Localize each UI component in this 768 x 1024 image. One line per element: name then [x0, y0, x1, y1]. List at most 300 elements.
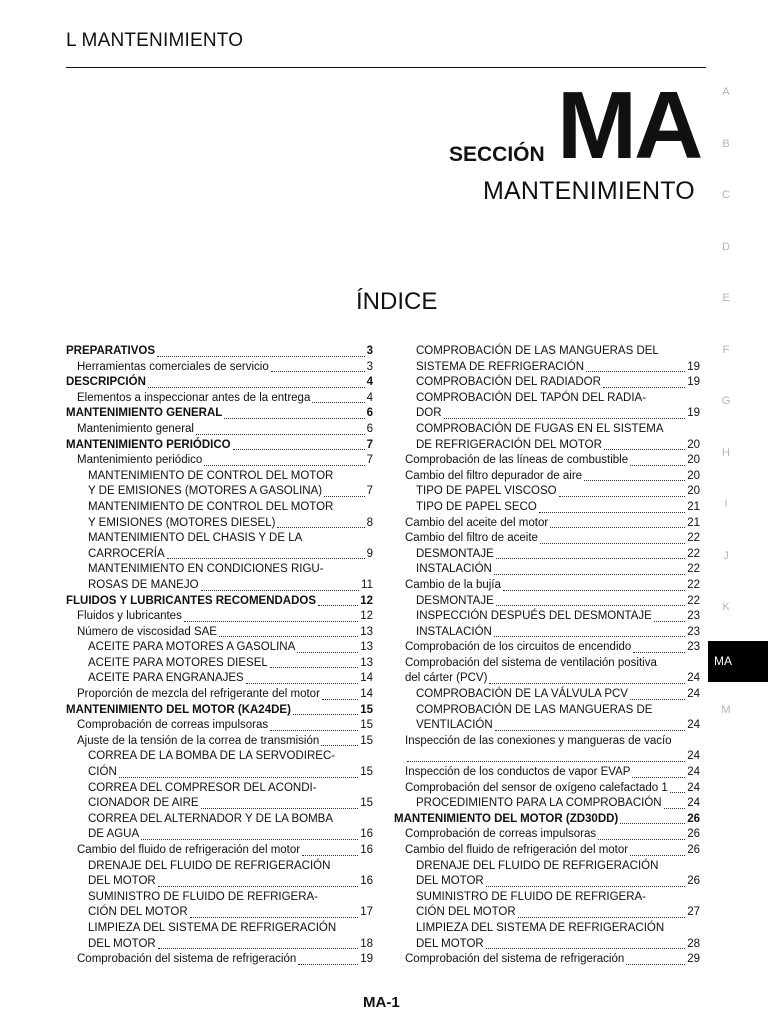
toc-entry-text: PROCEDIMIENTO PARA LA COMPROBACIÓN [416, 797, 662, 810]
toc-leader-dots [626, 953, 685, 965]
toc-entry-page: 15 [360, 797, 373, 810]
toc-entry-text: TIPO DE PAPEL VISCOSO [416, 485, 557, 498]
toc-entry-page: 20 [687, 469, 700, 482]
toc-leader-dots [322, 688, 358, 700]
toc-entry[interactable] [394, 765, 700, 781]
toc-entry-page: 19 [687, 376, 700, 389]
toc-entry-page: 15 [360, 719, 373, 732]
toc-entry-text: COMPROBACIÓN DE LA VÁLVULA PCV [416, 688, 628, 701]
toc-leader-dots [190, 906, 359, 918]
toc-entry-page: 20 [687, 454, 700, 467]
toc-entry[interactable] [66, 547, 373, 563]
toc-entry[interactable] [394, 500, 700, 516]
toc-entry-text: ACEITE PARA ENGRANAJES [88, 672, 244, 685]
toc-entry[interactable] [66, 921, 373, 937]
toc-entry-text: COMPROBACIÓN DEL TAPÓN DEL RADIA- [416, 391, 647, 404]
toc-entry-page: 16 [360, 875, 373, 888]
toc-entry-text: DEL MOTOR [416, 875, 484, 888]
toc-leader-dots [297, 641, 358, 653]
toc-leader-dots [324, 485, 364, 497]
toc-entry[interactable] [394, 890, 700, 906]
toc-entry-page: 28 [687, 937, 700, 950]
toc-entry-text: Cambio del aceite del motor [405, 516, 549, 529]
toc-entry-text: Proporción de mezcla del refrigerante del motor [77, 688, 320, 701]
side-tab-k[interactable]: K [722, 601, 730, 613]
toc-entry-text: ACEITE PARA MOTORES A GASOLINA [88, 641, 296, 654]
toc-leader-dots [630, 454, 685, 466]
toc-entry-text: CORREA DE LA BOMBA DE LA SERVODIREC- [88, 750, 336, 763]
toc-entry-page: 23 [687, 625, 700, 638]
toc-entry-page: 27 [687, 906, 700, 919]
toc-entry-page: 22 [687, 532, 700, 545]
toc-entry-text: Cambio de la bujía [405, 578, 501, 591]
toc-entry-text: SUMINISTRO DE FLUIDO DE REFRIGERA- [88, 890, 319, 903]
toc-entry-text: Comprobación de correas impulsoras [405, 828, 597, 841]
toc-entry-page: 16 [360, 844, 373, 856]
side-tab-a[interactable]: A [722, 86, 730, 98]
toc-leader-dots [224, 407, 364, 419]
toc-entry-page: 8 [366, 516, 373, 529]
toc-entry-text: DESMONTAJE [416, 594, 494, 607]
toc-leader-dots [486, 937, 685, 949]
toc-leader-dots [518, 906, 686, 918]
toc-entry-page: 15 [360, 703, 373, 716]
side-tab-c[interactable]: C [722, 189, 730, 201]
toc-entry-page: 9 [366, 547, 373, 560]
toc-entry-text: Inspección de las conexiones y mangueras de vacío [405, 734, 672, 747]
toc-entry-text: INSTALACIÓN [416, 563, 492, 576]
toc-leader-dots [598, 828, 685, 840]
side-tab-ma[interactable]: MA [708, 641, 768, 682]
toc-entry-text: DOR [416, 407, 442, 420]
toc-entry-text: Número de viscosidad SAE [77, 625, 217, 638]
toc-leader-dots [633, 641, 685, 653]
toc-entry-text: Comprobación de las líneas de combustible [405, 454, 629, 467]
toc-entry-text: MANTENIMIENTO DE CONTROL DEL MOTOR [88, 469, 334, 482]
toc-entry-page: 19 [687, 360, 700, 373]
toc-entry[interactable] [66, 874, 373, 890]
toc-leader-dots [503, 579, 685, 591]
toc-entry[interactable] [394, 609, 700, 625]
toc-entry[interactable] [66, 516, 373, 532]
toc-entry-page: 6 [366, 422, 373, 435]
side-tab-d[interactable]: D [722, 240, 730, 253]
section-title: MANTENIMIENTO [483, 177, 695, 205]
toc-column-left [66, 344, 373, 968]
side-tab-index [708, 0, 768, 1024]
toc-entry-page: 12 [360, 594, 373, 607]
toc-leader-dots [148, 376, 365, 388]
toc-entry-text: Y EMISIONES (MOTORES DIESEL) [88, 516, 276, 529]
toc-entry[interactable] [66, 718, 373, 734]
toc-entry-page: 22 [687, 563, 700, 576]
toc-leader-dots [550, 516, 685, 528]
toc-entry[interactable] [394, 687, 700, 703]
toc-leader-dots [494, 563, 685, 575]
toc-entry[interactable] [394, 952, 700, 968]
toc-entry[interactable] [66, 594, 373, 610]
index-heading: ÍNDICE [356, 288, 438, 315]
toc-entry-text: Cambio del filtro de aceite [405, 532, 538, 545]
toc-leader-dots [494, 625, 685, 637]
toc-entry-text: Ajuste de la tensión de la correa de transmisión [77, 734, 320, 747]
toc-entry-text: LIMPIEZA DEL SISTEMA DE REFRIGERACIÓN [88, 921, 337, 934]
toc-entry[interactable] [394, 796, 700, 812]
toc-entry-page: 3 [366, 345, 373, 357]
toc-entry-page: 6 [366, 407, 373, 420]
toc-entry-page: 14 [360, 688, 373, 701]
toc-leader-dots [298, 953, 358, 965]
toc-entry[interactable] [394, 812, 700, 828]
toc-entry[interactable] [66, 859, 373, 875]
toc-leader-dots [119, 766, 358, 778]
toc-entry-page: 23 [687, 610, 700, 623]
side-tab-h[interactable]: H [722, 446, 730, 459]
toc-entry[interactable] [66, 749, 373, 765]
toc-entry[interactable] [394, 516, 700, 532]
toc-entry-text: Comprobación del sistema de refrigeración [77, 953, 297, 966]
toc-leader-dots [604, 438, 685, 450]
toc-leader-dots [157, 345, 365, 357]
toc-leader-dots [489, 672, 685, 684]
toc-entry[interactable] [66, 406, 373, 422]
toc-leader-dots [277, 516, 364, 528]
toc-entry[interactable] [66, 843, 373, 859]
toc-entry[interactable] [394, 921, 700, 937]
toc-leader-dots [302, 844, 358, 856]
toc-entry-text: ACEITE PARA MOTORES DIESEL [88, 656, 268, 669]
toc-entry[interactable] [394, 531, 700, 547]
toc-entry-page: 21 [687, 500, 700, 513]
toc-leader-dots [486, 875, 685, 887]
toc-entry-text: CIÓN DEL MOTOR [416, 906, 516, 919]
toc-entry[interactable] [66, 578, 373, 594]
toc-entry[interactable] [66, 890, 373, 906]
toc-entry[interactable] [394, 438, 700, 454]
toc-entry[interactable] [66, 562, 373, 578]
toc-entry[interactable] [66, 687, 373, 703]
toc-entry[interactable] [394, 484, 700, 500]
toc-entry[interactable] [66, 484, 373, 500]
toc-entry[interactable] [66, 531, 373, 547]
toc-entry[interactable] [394, 562, 700, 578]
toc-entry[interactable] [394, 734, 700, 750]
toc-entry[interactable] [394, 391, 700, 407]
toc-entry[interactable] [394, 718, 700, 734]
toc-entry-text: Cambio del fluido de refrigeración del motor [405, 844, 629, 856]
toc-entry-page: 26 [687, 828, 700, 841]
section-code: MA [557, 72, 701, 179]
toc-entry-page: 19 [360, 953, 373, 966]
toc-entry-page: 18 [360, 937, 373, 950]
toc-entry-page: 16 [360, 828, 373, 841]
toc-entry[interactable] [66, 905, 373, 921]
toc-leader-dots [495, 719, 686, 731]
toc-entry-text: MANTENIMIENTO DEL CHASIS Y DE LA [88, 532, 303, 545]
toc-entry-text: Herramientas comerciales de servicio [77, 360, 269, 373]
toc-entry-page: 23 [687, 641, 700, 654]
toc-entry-page: 24 [687, 766, 700, 779]
header-rule [66, 67, 706, 68]
toc-entry[interactable] [394, 578, 700, 594]
toc-entry[interactable] [394, 656, 700, 672]
toc-entry-text: MANTENIMIENTO GENERAL [66, 407, 223, 420]
toc-entry-text: CORREA DEL COMPRESOR DEL ACONDI- [88, 781, 317, 794]
toc-entry-text: Comprobación del sistema de refrigeración [405, 953, 625, 966]
toc-entry-text: Fluidos y lubricantes [77, 610, 182, 623]
toc-entry-text: DRENAJE DEL FLUIDO DE REFRIGERACIÓN [88, 859, 331, 872]
toc-entry-page: 15 [360, 734, 373, 747]
toc-entry[interactable] [394, 703, 700, 719]
toc-entry[interactable] [394, 781, 700, 797]
toc-entry-page: 26 [687, 812, 700, 825]
toc-leader-dots [654, 610, 685, 622]
toc-entry-text: MANTENIMIENTO DEL MOTOR (ZD30DD) [394, 812, 619, 825]
toc-entry-page: 4 [366, 391, 373, 404]
toc-entry[interactable] [66, 375, 373, 391]
toc-entry[interactable] [394, 874, 700, 890]
toc-leader-dots [496, 594, 685, 606]
toc-leader-dots [233, 438, 365, 450]
side-tab-m[interactable]: M [721, 704, 731, 716]
toc-entry-page: 21 [687, 516, 700, 529]
toc-entry-text: COMPROBACIÓN DE LAS MANGUERAS DEL [416, 345, 659, 357]
toc-entry[interactable] [394, 375, 700, 391]
toc-entry-text: INSTALACIÓN [416, 625, 492, 638]
toc-entry-text: MANTENIMIENTO DE CONTROL DEL MOTOR [88, 500, 334, 513]
toc-leader-dots [632, 766, 685, 778]
toc-entry-text: TIPO DE PAPEL SECO [416, 500, 537, 513]
toc-entry-text: DEL MOTOR [88, 875, 156, 888]
toc-entry-text: VENTILACIÓN [416, 719, 493, 732]
toc-entry-text: COMPROBACIÓN DE FUGAS EN EL SISTEMA [416, 422, 664, 435]
toc-entry-text: Y DE EMISIONES (MOTORES A GASOLINA) [88, 485, 323, 498]
toc-leader-dots [664, 797, 686, 809]
toc-leader-dots [620, 812, 685, 824]
toc-entry-page: 7 [366, 438, 373, 451]
toc-entry-page: 14 [360, 672, 373, 685]
toc-entry-text: DESCRIPCIÓN [66, 376, 146, 389]
toc-entry[interactable] [394, 937, 700, 953]
toc-leader-dots [559, 485, 686, 497]
toc-entry-page: 20 [687, 485, 700, 498]
toc-entry[interactable] [66, 453, 373, 469]
toc-entry[interactable] [66, 812, 373, 828]
toc-entry-text: del cárter (PCV) [405, 672, 488, 685]
toc-entry[interactable] [66, 609, 373, 625]
toc-entry-page: 11 [361, 578, 373, 591]
toc-entry-text: Inspección de los conductos de vapor EVAP [405, 766, 631, 779]
toc-entry-page: 26 [687, 875, 700, 888]
toc-entry-page: 22 [687, 594, 700, 607]
toc-entry[interactable] [66, 937, 373, 953]
toc-leader-dots [584, 469, 685, 481]
side-tab-f[interactable]: F [722, 343, 730, 356]
toc-leader-dots [321, 734, 358, 746]
toc-entry[interactable] [66, 469, 373, 485]
toc-entry[interactable] [66, 765, 373, 781]
toc-entry-text: CORREA DEL ALTERNADOR Y DE LA BOMBA [88, 812, 333, 825]
toc-entry-page: 24 [687, 719, 700, 732]
toc-entry[interactable] [394, 640, 700, 656]
toc-entry-text: CARROCERÍA [88, 547, 165, 560]
toc-entry-page: 24 [687, 750, 700, 763]
toc-entry[interactable] [394, 406, 700, 422]
toc-entry-text: Cambio del fluido de refrigeración del motor [77, 844, 301, 856]
toc-entry-text: Comprobación del sistema de ventilación positiva [405, 656, 657, 669]
toc-entry[interactable] [66, 796, 373, 812]
toc-leader-dots [201, 579, 359, 591]
running-header: L MANTENIMIENTO [66, 30, 244, 51]
toc-entry[interactable] [66, 781, 373, 797]
side-tab-b[interactable]: B [722, 137, 730, 150]
toc-entry-page: 12 [360, 610, 373, 623]
toc-leader-dots [184, 610, 358, 622]
toc-leader-dots [271, 360, 365, 372]
toc-entry-page: 26 [687, 844, 700, 856]
toc-entry-page: 20 [687, 438, 700, 451]
toc-leader-dots [167, 547, 365, 559]
toc-entry-text: DEL MOTOR [88, 937, 156, 950]
toc-entry-page: 24 [687, 797, 700, 810]
toc-entry[interactable] [66, 422, 373, 438]
toc-entry-text: CIÓN DEL MOTOR [88, 906, 188, 919]
toc-entry[interactable] [394, 360, 700, 376]
toc-entry-page: 22 [687, 578, 700, 591]
toc-entry[interactable] [66, 734, 373, 750]
toc-entry-page: 7 [366, 454, 373, 467]
toc-leader-dots [540, 532, 685, 544]
toc-leader-dots [630, 688, 685, 700]
toc-entry-page: 24 [687, 672, 700, 685]
toc-entry[interactable] [66, 827, 373, 843]
toc-entry-page: 13 [360, 641, 373, 654]
toc-entry-page: 17 [360, 906, 373, 919]
toc-entry-text: DRENAJE DEL FLUIDO DE REFRIGERACIÓN [416, 859, 659, 872]
side-tab-g[interactable]: G [721, 395, 731, 407]
toc-entry-page: 13 [360, 656, 373, 669]
toc-entry-page: 22 [687, 547, 700, 560]
toc-entry-text: DEL MOTOR [416, 937, 484, 950]
toc-entry[interactable] [66, 671, 373, 687]
toc-entry[interactable] [66, 656, 373, 672]
side-tab-i[interactable]: I [724, 498, 728, 510]
toc-leader-dots [201, 797, 359, 809]
toc-leader-dots [270, 719, 358, 731]
toc-leader-dots [141, 828, 358, 840]
toc-entry[interactable] [394, 859, 700, 875]
toc-entry[interactable] [394, 344, 700, 360]
toc-entry[interactable] [66, 952, 373, 968]
toc-leader-dots [246, 672, 358, 684]
toc-entry-text: DE REFRIGERACIÓN DEL MOTOR [416, 438, 602, 451]
toc-entry[interactable] [394, 547, 700, 563]
toc-entry[interactable] [66, 438, 373, 454]
toc-entry-page: 24 [687, 688, 700, 701]
toc-entry-text: Comprobación del sensor de oxígeno calefactado 1 [405, 781, 668, 794]
toc-leader-dots [670, 781, 685, 793]
toc-entry[interactable] [66, 500, 373, 516]
toc-entry[interactable] [394, 905, 700, 921]
toc-entry-text: FLUIDOS Y LUBRICANTES RECOMENDADOS [66, 594, 317, 607]
toc-entry-text: MANTENIMIENTO EN CONDICIONES RIGU- [88, 563, 324, 576]
toc-leader-dots [204, 454, 364, 466]
toc-entry[interactable] [394, 625, 700, 641]
toc-entry-text: ROSAS DE MANEJO [88, 578, 199, 591]
toc-entry-text: Mantenimiento general [77, 422, 194, 435]
toc-leader-dots [630, 844, 685, 856]
toc-entry-page: 29 [687, 953, 700, 966]
toc-entry[interactable] [394, 843, 700, 859]
toc-entry[interactable] [66, 625, 373, 641]
toc-leader-dots [603, 376, 685, 388]
page-number: MA-1 [363, 994, 400, 1011]
toc-entry[interactable] [66, 703, 373, 719]
toc-entry[interactable] [66, 640, 373, 656]
toc-entry-text: Elementos a inspeccionar antes de la entrega [77, 391, 311, 404]
toc-leader-dots [293, 703, 358, 715]
toc-leader-dots [318, 594, 358, 606]
toc-leader-dots [270, 656, 358, 668]
toc-entry[interactable] [394, 469, 700, 485]
toc-leader-dots [539, 501, 685, 513]
toc-entry-text: COMPROBACIÓN DE LAS MANGUERAS DE [416, 703, 653, 716]
side-tab-j[interactable]: J [723, 549, 729, 562]
toc-entry[interactable] [394, 422, 700, 438]
toc-leader-dots [196, 423, 365, 435]
toc-entry-text: INSPECCIÓN DESPUÉS DEL DESMONTAJE [416, 610, 652, 623]
toc-entry-text: SUMINISTRO DE FLUIDO DE REFRIGERA- [416, 890, 647, 903]
toc-entry-page: 3 [366, 360, 373, 373]
toc-entry-text: COMPROBACIÓN DEL RADIADOR [416, 376, 601, 389]
toc-leader-dots [158, 875, 358, 887]
toc-entry[interactable] [66, 344, 373, 360]
toc-entry-page: 7 [366, 485, 373, 498]
toc-entry-text: PREPARATIVOS [66, 345, 156, 357]
toc-entry-text: Cambio del filtro depurador de aire [405, 469, 583, 482]
toc-entry[interactable] [394, 453, 700, 469]
toc-entry-page: 13 [360, 625, 373, 638]
toc-entry[interactable] [394, 671, 700, 687]
toc-entry-text: DE AGUA [88, 828, 140, 841]
toc-entry[interactable] [394, 749, 700, 765]
toc-entry-page: 19 [687, 407, 700, 420]
toc-entry[interactable] [66, 391, 373, 407]
toc-entry[interactable] [394, 594, 700, 610]
toc-entry-text: SISTEMA DE REFRIGERACIÓN [416, 360, 585, 373]
toc-entry-page: 15 [360, 766, 373, 779]
toc-entry-text: Comprobación de correas impulsoras [77, 719, 269, 732]
toc-leader-dots [586, 360, 685, 372]
toc-entry[interactable] [394, 827, 700, 843]
toc-leader-dots [407, 750, 685, 762]
toc-entry-text: CIONADOR DE AIRE [88, 797, 199, 810]
toc-entry-page: 24 [687, 781, 700, 794]
toc-entry-text: CIÓN [88, 766, 117, 779]
toc-column-right [394, 344, 700, 968]
toc-leader-dots [444, 407, 686, 419]
side-tab-e[interactable]: E [722, 292, 730, 304]
toc-entry-text: LIMPIEZA DEL SISTEMA DE REFRIGERACIÓN [416, 921, 665, 934]
toc-leader-dots [158, 937, 358, 949]
toc-leader-dots [496, 547, 685, 559]
toc-entry[interactable] [66, 360, 373, 376]
toc-leader-dots [219, 625, 358, 637]
toc-entry-text: DESMONTAJE [416, 547, 494, 560]
toc-entry-page: 4 [366, 376, 373, 389]
toc-entry-text: MANTENIMIENTO DEL MOTOR (KA24DE) [66, 703, 291, 716]
toc-entry-text: Comprobación de los circuitos de encendido [405, 641, 632, 654]
